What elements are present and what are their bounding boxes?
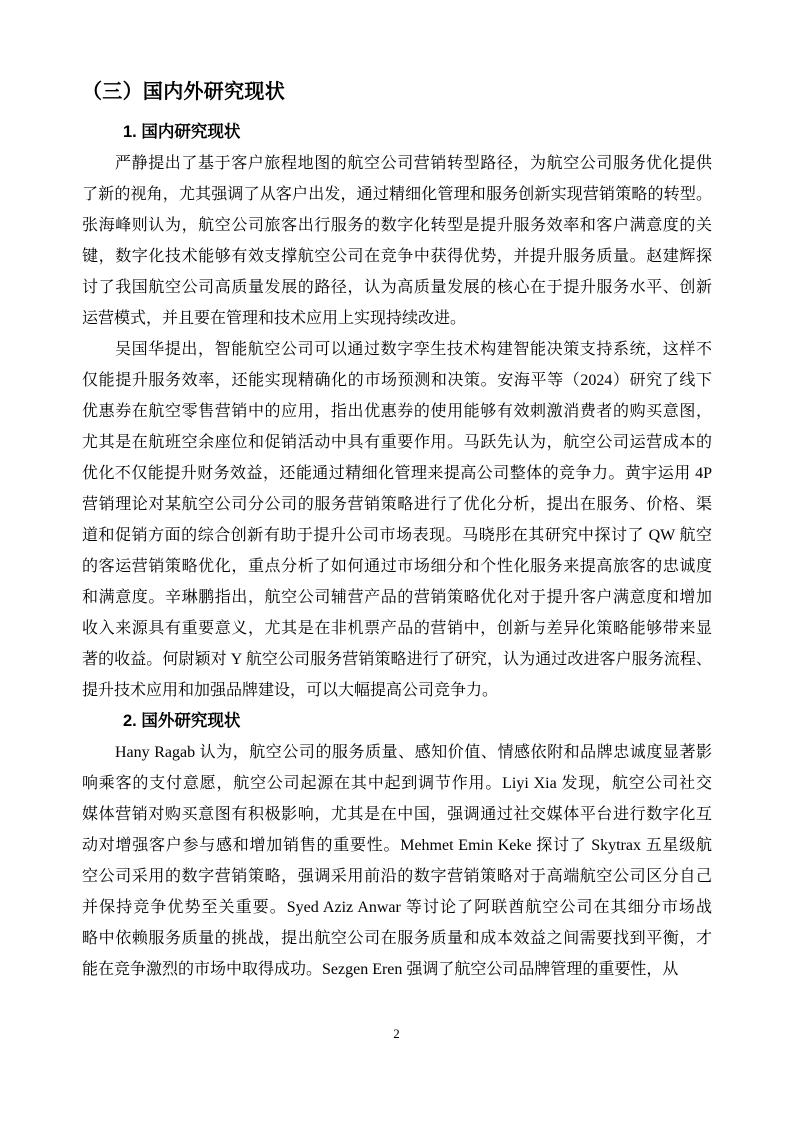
text-line: 响乘客的支付意愿，航空公司起源在其中起到调节作用。Liyi Xia 发现，航空公司社交 bbox=[82, 775, 712, 792]
subsection-heading-1: 1. 国内研究现状 bbox=[123, 123, 241, 141]
paragraph bbox=[82, 334, 712, 706]
subsection-heading-2: 2. 国外研究现状 bbox=[123, 712, 241, 730]
text-block bbox=[82, 78, 712, 985]
text-line: 媒体营销对购买意图有积极影响，尤其是在中国，强调通过社交媒体平台进行数字化互 bbox=[82, 806, 712, 823]
text-line: 提升技术应用和加强品牌建设，可以大幅提高公司竞争力。 bbox=[82, 682, 499, 699]
text-line: 的客运营销策略优化，重点分析了如何通过市场细分和个性化服务来提高旅客的忠诚度 bbox=[82, 558, 712, 575]
sections-container bbox=[82, 117, 712, 985]
text-line: 仅能提升服务效率，还能实现精确化的市场预测和决策。安海平等（2024）研究了线下 bbox=[82, 372, 712, 389]
text-line: 尤其是在航班空余座位和促销活动中具有重要作用。马跃先认为，航空公司运营成本的 bbox=[82, 434, 712, 451]
text-line: 优惠券在航空零售营销中的应用，指出优惠券的使用能够有效刺激消费者的购买意图， bbox=[82, 403, 712, 420]
text-line: Hany Ragab 认为，航空公司的服务质量、感知价值、情感依附和品牌忠诚度显著影 bbox=[115, 744, 712, 761]
text-line: 并保持竞争优势至关重要。Syed Aziz Anwar 等讨论了阿联酋航空公司在其细分市场战 bbox=[82, 899, 712, 916]
text-line: 张海峰则认为，航空公司旅客出行服务的数字化转型是提升服务效率和客户满意度的关 bbox=[82, 217, 712, 234]
text-line: 营销理论对某航空公司分公司的服务营销策略进行了优化分析，提出在服务、价格、渠 bbox=[82, 496, 712, 513]
text-line: 了新的视角，尤其强调了从客户出发，通过精细化管理和服务创新实现营销策略的转型。 bbox=[82, 186, 712, 203]
paragraph bbox=[82, 737, 712, 985]
section-title: （三）国内外研究现状 bbox=[82, 81, 285, 103]
text-line: 键，数字化技术能够有效支撑航空公司在竞争中获得优势，并提升服务质量。赵建辉探 bbox=[82, 248, 712, 265]
page-number: 2 bbox=[393, 1026, 400, 1041]
text-line: 空公司采用的数字营销策略，强调采用前沿的数字营销策略对于高端航空公司区分自己 bbox=[82, 868, 712, 885]
text-line: 严静提出了基于客户旅程地图的航空公司营销转型路径，为航空公司服务优化提供 bbox=[115, 155, 712, 172]
text-line: 吴国华提出，智能航空公司可以通过数字孪生技术构建智能决策支持系统，这样不 bbox=[115, 341, 712, 358]
text-line: 优化不仅能提升财务效益，还能通过精细化管理来提高公司整体的竞争力。黄宇运用 4P bbox=[82, 465, 712, 482]
text-line: 收入来源具有重要意义，尤其是在非机票产品的营销中，创新与差异化策略能够带来显 bbox=[82, 620, 712, 637]
paragraph bbox=[82, 148, 712, 334]
text-line: 能在竞争激烈的市场中取得成功。Sezgen Eren 强调了航空公司品牌管理的重要性，从 bbox=[82, 961, 679, 978]
text-line: 著的收益。何尉颖对 Y 航空公司服务营销策略进行了研究，认为通过改进客户服务流程、 bbox=[82, 651, 712, 668]
text-line: 讨了我国航空公司高质量发展的路径，认为高质量发展的核心在于提升服务水平、创新 bbox=[82, 279, 712, 296]
text-line: 略中依赖服务质量的挑战，提出航空公司在服务质量和成本效益之间需要找到平衡，才 bbox=[82, 930, 712, 947]
text-line: 运营模式，并且要在管理和技术应用上实现持续改进。 bbox=[82, 310, 467, 327]
text-line: 和满意度。辛琳鹏指出，航空公司辅营产品的营销策略优化对于提升客户满意度和增加 bbox=[82, 589, 712, 606]
text-line: 动对增强客户参与感和增加销售的重要性。Mehmet Emin Keke 探讨了 Skytrax 五星级航 bbox=[82, 837, 712, 854]
text-line: 道和促销方面的综合创新有助于提升公司市场表现。马晓彤在其研究中探讨了 QW 航空 bbox=[82, 527, 712, 544]
